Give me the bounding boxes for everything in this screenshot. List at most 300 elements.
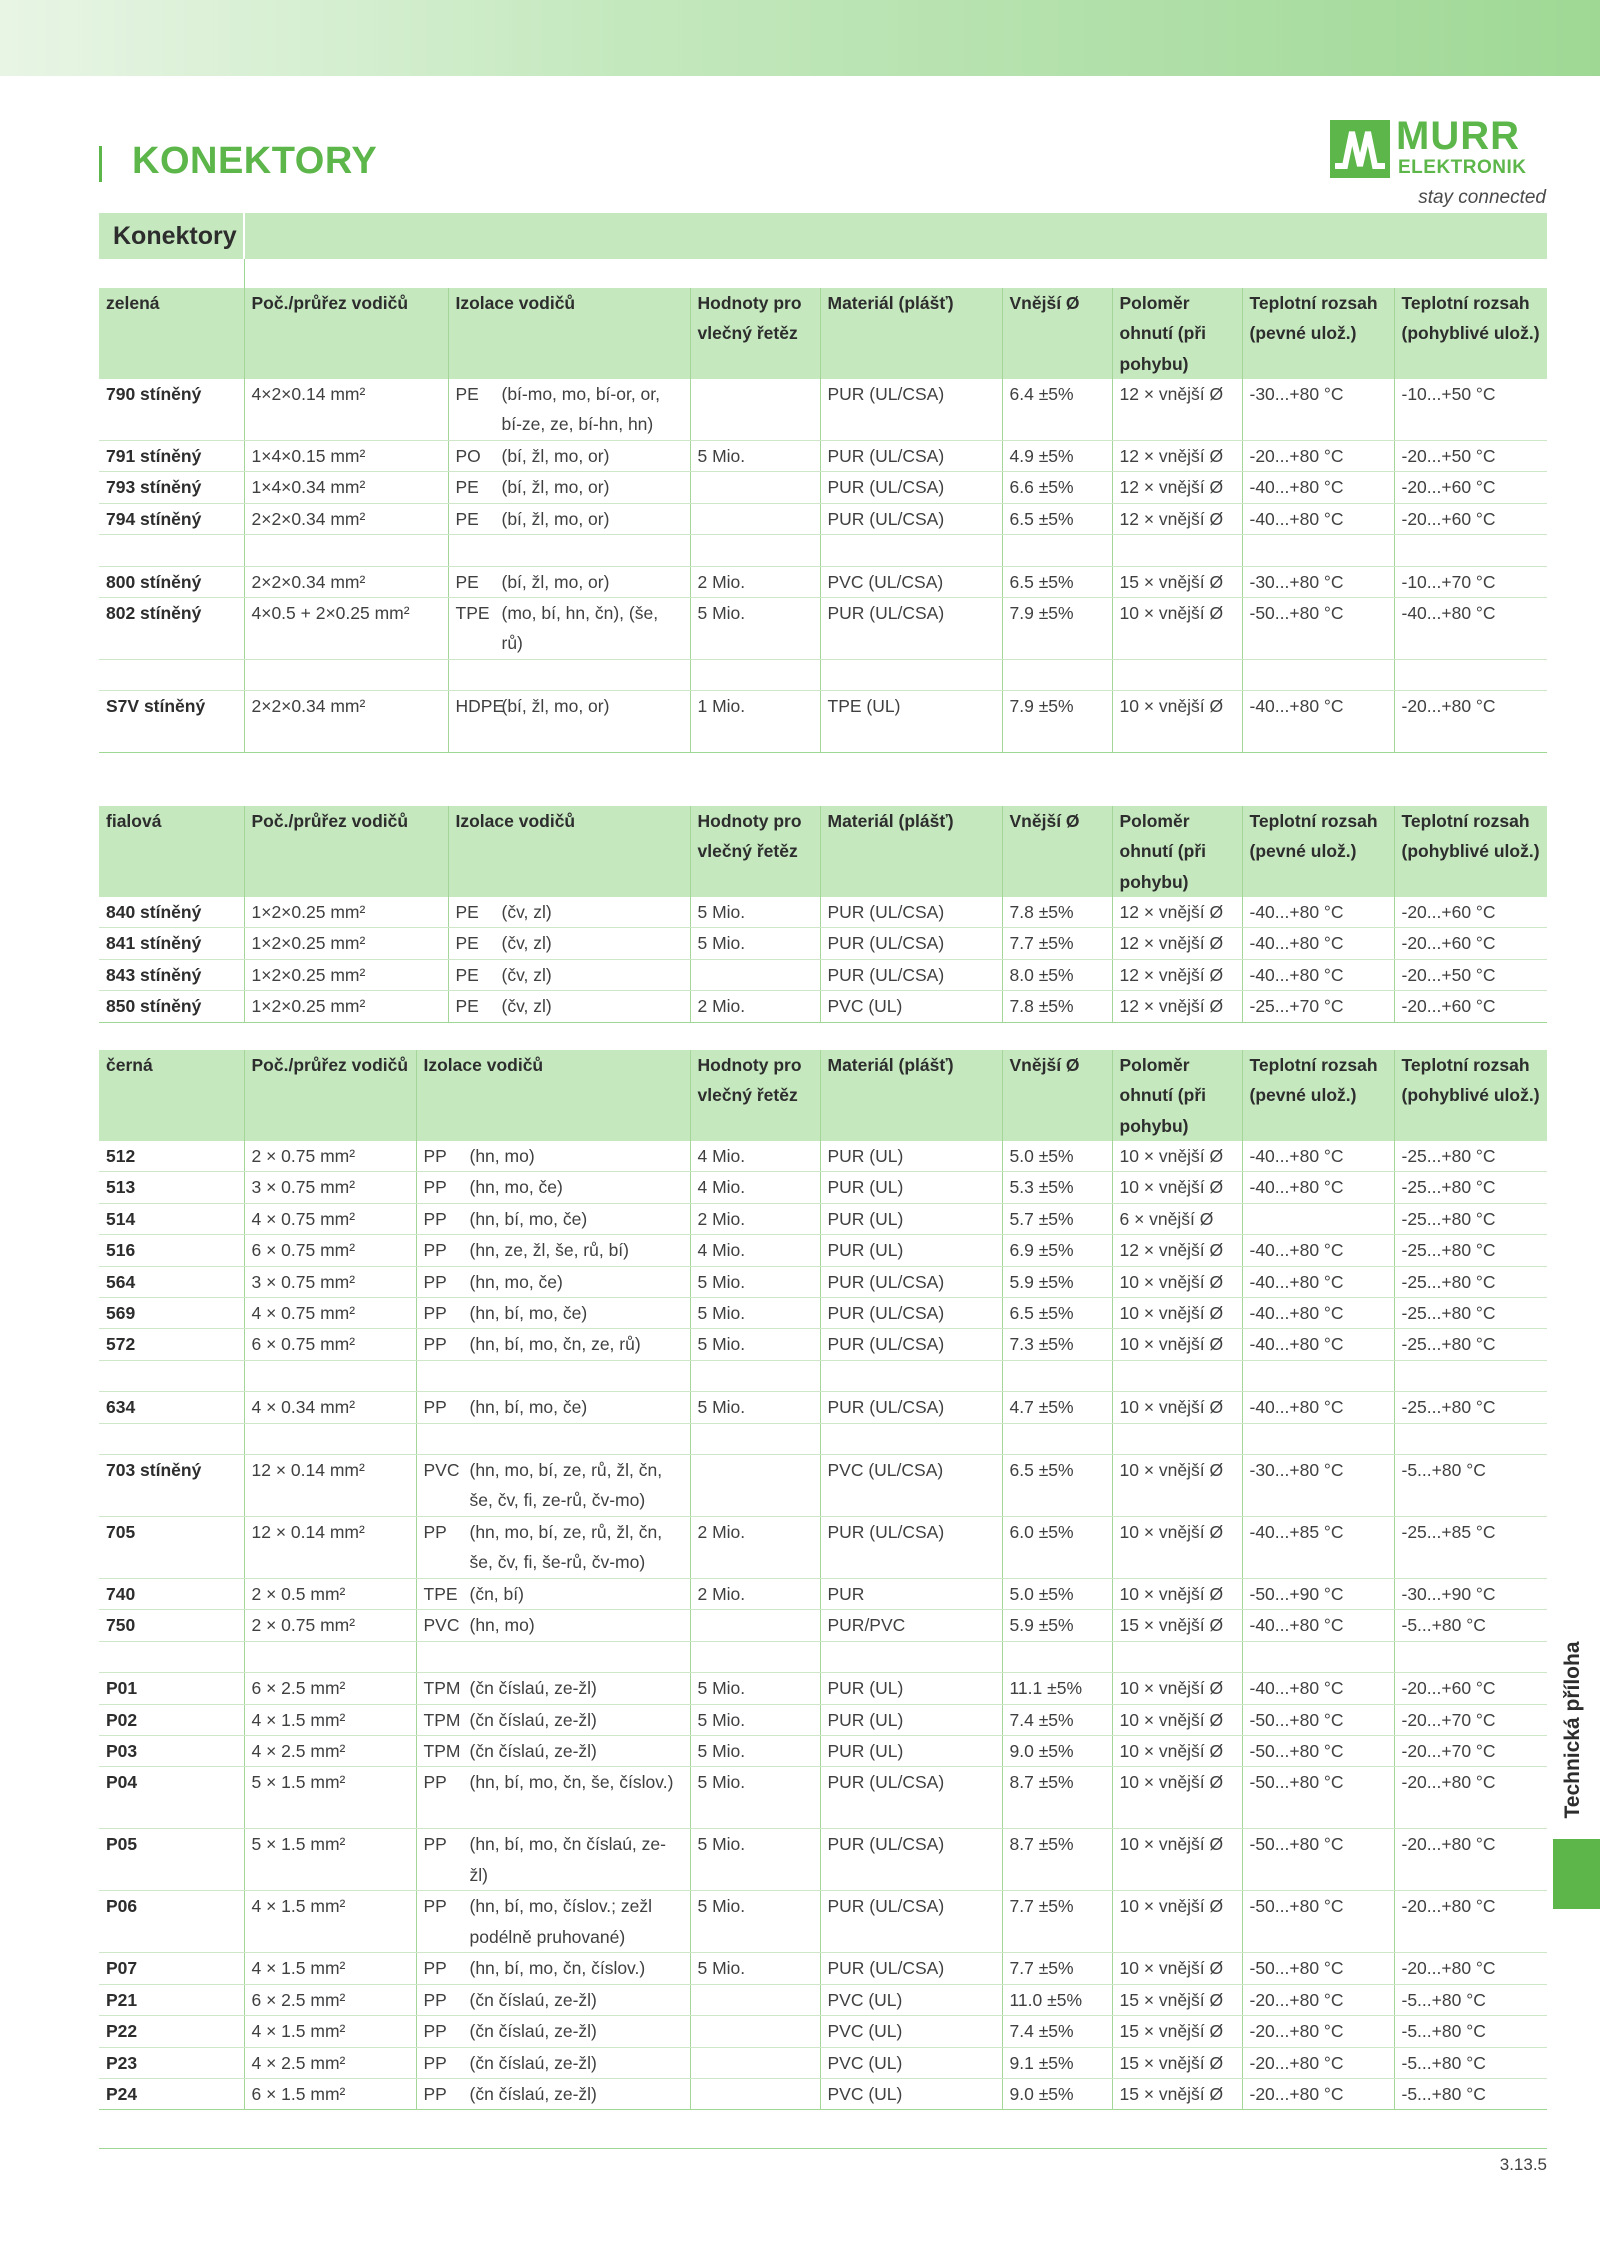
cell-jacket-material (820, 440, 1002, 471)
jacket-material-value: PVC (UL) (827, 2021, 903, 2042)
temp-range-fixed-value: -40...+80 °C (1249, 1240, 1344, 1261)
cell-jacket-material (820, 535, 1002, 566)
cell-outer-diameter (1002, 1578, 1112, 1609)
table-row (99, 1235, 1547, 1266)
conductor-spec-value: 2 × 0.5 mm² (251, 1583, 346, 1604)
product-code-value: P22 (106, 2021, 138, 2042)
cell-temp-range-fixed (1242, 1235, 1394, 1266)
product-code-value: 513 (106, 1177, 136, 1198)
cell-drag-chain-rating (690, 1423, 820, 1454)
cell-insulation (416, 1735, 690, 1766)
cell-drag-chain-rating (690, 1516, 820, 1578)
cell-bend-radius (1112, 1641, 1242, 1672)
cell-conductor-spec (244, 1235, 416, 1266)
conductor-spec-value: 4 × 1.5 mm² (251, 1958, 346, 1979)
insulation-material: PO (455, 445, 481, 466)
jacket-material-value: PVC (UL) (827, 1989, 903, 2010)
cell-drag-chain-rating (690, 503, 820, 534)
cell-temp-range-fixed (1242, 1423, 1394, 1454)
outer-diameter-value: 6.9 ±5% (1009, 1240, 1074, 1261)
product-code-value: 516 (106, 1240, 136, 1261)
product-code-value: 572 (106, 1334, 136, 1355)
cell-product-code (99, 959, 244, 990)
insulation-pair (424, 1673, 682, 1703)
cell-temp-range-flexible (1394, 1141, 1547, 1172)
outer-diameter-value: 7.8 ±5% (1009, 996, 1074, 1017)
conductor-spec-value: 1×2×0.25 mm² (251, 964, 366, 985)
temp-range-fixed-value: -40...+80 °C (1249, 1334, 1344, 1355)
jacket-material-value: PUR (UL) (827, 1740, 904, 1761)
temp-range-flexible-value: -25...+80 °C (1401, 1145, 1496, 1166)
cell-conductor-spec (244, 1516, 416, 1578)
outer-diameter-value: 7.4 ±5% (1009, 2021, 1074, 2042)
drag-chain-rating-value: 2 Mio. (697, 1208, 746, 1229)
cell-temp-range-fixed (1242, 1329, 1394, 1360)
jacket-material-value: PUR (UL) (827, 1208, 904, 1229)
cell-product-code (99, 1329, 244, 1360)
jacket-material-value: PUR (UL) (827, 1678, 904, 1699)
conductor-colors: (bí, žl, mo, or) (501, 477, 610, 498)
cell-bend-radius (1112, 897, 1242, 928)
table-row (99, 2047, 1547, 2078)
cell-temp-range-fixed (1242, 1984, 1394, 2015)
drag-chain-rating-value: 5 Mio. (697, 933, 746, 954)
outer-diameter-value: 5.0 ±5% (1009, 1583, 1074, 1604)
cell-jacket-material (820, 1578, 1002, 1609)
table-row (99, 1578, 1547, 1609)
product-code-value: 802 stíněný (106, 602, 202, 623)
conductor-spec-value: 4 × 2.5 mm² (251, 1740, 346, 1761)
conductor-spec-value: 3 × 0.75 mm² (251, 1177, 356, 1198)
outer-diameter-value: 4.7 ±5% (1009, 1397, 1074, 1418)
cell-product-code (99, 1266, 244, 1297)
cell-outer-diameter (1002, 2016, 1112, 2047)
table-row (99, 503, 1547, 534)
cell-outer-diameter (1002, 1266, 1112, 1297)
cell-product-code (99, 1578, 244, 1609)
cell-insulation (416, 1610, 690, 1641)
conductor-spec-value: 2×2×0.34 mm² (251, 508, 366, 529)
jacket-material-value: PUR (UL/CSA) (827, 1958, 945, 1979)
table-row (99, 1953, 1547, 1984)
title-accent-bar (99, 146, 102, 182)
spacer-row (99, 1360, 1547, 1391)
cell-temp-range-fixed (1242, 2047, 1394, 2078)
cell-temp-range-fixed (1242, 1360, 1394, 1391)
cell-outer-diameter (1002, 1767, 1112, 1829)
table-row (99, 897, 1547, 928)
cell-drag-chain-rating (690, 1172, 820, 1203)
conductor-spec-value: 4×2×0.14 mm² (251, 383, 366, 404)
outer-diameter-value: 11.1 ±5% (1009, 1678, 1083, 1699)
conductor-spec-value: 6 × 1.5 mm² (251, 2083, 346, 2104)
insulation-material: PP (423, 1271, 447, 1292)
insulation-pair (456, 379, 682, 440)
bend-radius-value: 10 × vnější Ø (1119, 1834, 1224, 1855)
insulation-pair (424, 1392, 682, 1422)
cell-temp-range-fixed (1242, 472, 1394, 503)
cell-drag-chain-rating (690, 472, 820, 503)
cell-outer-diameter (1002, 597, 1112, 659)
cell-jacket-material (820, 959, 1002, 990)
cell-jacket-material (820, 1360, 1002, 1391)
cell-bend-radius (1112, 1673, 1242, 1704)
temp-range-flexible-value: -10...+70 °C (1401, 571, 1496, 592)
jacket-material-value: PUR (UL/CSA) (827, 445, 945, 466)
cell-product-code (99, 1891, 244, 1953)
cell-insulation (416, 2016, 690, 2047)
jacket-material-value: PUR (UL/CSA) (827, 901, 945, 922)
cell-jacket-material (820, 897, 1002, 928)
cell-temp-range-flexible (1394, 897, 1547, 928)
conductor-spec-value: 4 × 0.34 mm² (251, 1397, 356, 1418)
cell-product-code (99, 1673, 244, 1704)
conductor-colors: (čv, zl) (501, 901, 552, 922)
cell-insulation (448, 440, 690, 471)
cell-insulation (416, 1423, 690, 1454)
cell-conductor-spec (244, 1297, 416, 1328)
insulation-material: PP (423, 1521, 447, 1542)
cell-temp-range-fixed (1242, 1297, 1394, 1328)
product-code-value: 634 (106, 1397, 136, 1418)
outer-diameter-value: 7.4 ±5% (1009, 1709, 1074, 1730)
conductor-spec-value: 4 × 0.75 mm² (251, 1208, 356, 1229)
cell-conductor-spec (244, 1578, 416, 1609)
cell-product-code (99, 2016, 244, 2047)
cell-conductor-spec (244, 1454, 416, 1516)
jacket-material-value: PUR (827, 1583, 865, 1604)
insulation-pair (424, 1517, 682, 1578)
column-header-product-code: zelená (99, 288, 244, 379)
conductor-spec-value: 6 × 2.5 mm² (251, 1678, 346, 1699)
temp-range-fixed-value: -40...+80 °C (1249, 1271, 1344, 1292)
jacket-material-value: PUR (UL/CSA) (827, 1834, 945, 1855)
product-code-value: 841 stíněný (106, 933, 202, 954)
cell-conductor-spec (244, 2078, 416, 2109)
bend-radius-value: 10 × vnější Ø (1119, 1334, 1224, 1355)
cell-outer-diameter (1002, 928, 1112, 959)
conductor-spec-value: 4 × 1.5 mm² (251, 2021, 346, 2042)
cell-product-code (99, 1454, 244, 1516)
jacket-material-value: PUR (UL/CSA) (827, 508, 945, 529)
cell-outer-diameter (1002, 1984, 1112, 2015)
drag-chain-rating-value: 5 Mio. (697, 1958, 746, 1979)
conductor-colors: (bí, žl, mo, or) (501, 571, 610, 592)
column-header-outer-diameter: Vnější Ø (1002, 288, 1112, 379)
cell-conductor-spec (244, 928, 448, 959)
cell-drag-chain-rating (690, 1392, 820, 1423)
cell-outer-diameter (1002, 1704, 1112, 1735)
bend-radius-value: 10 × vnější Ø (1119, 1459, 1224, 1480)
cell-bend-radius (1112, 597, 1242, 659)
column-header-product-code: černá (99, 1050, 244, 1141)
table-row (99, 1172, 1547, 1203)
bend-radius-value: 10 × vnější Ø (1119, 696, 1224, 717)
outer-diameter-value: 8.0 ±5% (1009, 964, 1074, 985)
cell-insulation (416, 1516, 690, 1578)
spacer-row (99, 1423, 1547, 1454)
insulation-pair (424, 2016, 682, 2046)
cell-product-code (99, 535, 244, 566)
cell-outer-diameter (1002, 1735, 1112, 1766)
conductor-colors: (čv, zl) (501, 933, 552, 954)
section-title: Konektory (113, 222, 237, 250)
insulation-material: PE (455, 933, 479, 954)
cell-drag-chain-rating (690, 1829, 820, 1891)
insulation-pair (456, 504, 682, 534)
cell-bend-radius (1112, 1203, 1242, 1234)
cell-outer-diameter (1002, 1516, 1112, 1578)
outer-diameter-value: 5.9 ±5% (1009, 1615, 1074, 1636)
cell-temp-range-flexible (1394, 1673, 1547, 1704)
column-header-drag-chain-rating: Hodnoty pro vlečný řetěz (690, 806, 820, 897)
table-row (99, 1891, 1547, 1953)
cell-jacket-material (820, 1735, 1002, 1766)
product-code-value: 569 (106, 1302, 136, 1323)
table-row (99, 1767, 1547, 1829)
insulation-pair (424, 1891, 682, 1952)
outer-diameter-value: 11.0 ±5% (1009, 1989, 1083, 2010)
temp-range-flexible-value: -20...+60 °C (1401, 477, 1496, 498)
insulation-pair (456, 567, 682, 597)
outer-diameter-value: 6.5 ±5% (1009, 508, 1074, 529)
conductor-spec-value: 5 × 1.5 mm² (251, 1772, 346, 1793)
temp-range-flexible-value: -25...+80 °C (1401, 1334, 1496, 1355)
insulation-material: PP (423, 1896, 447, 1917)
drag-chain-rating-value: 5 Mio. (697, 1709, 746, 1730)
cell-bend-radius (1112, 472, 1242, 503)
cell-temp-range-flexible (1394, 503, 1547, 534)
insulation-material: PP (423, 1240, 447, 1261)
temp-range-fixed-value: -40...+80 °C (1249, 508, 1344, 529)
cell-outer-diameter (1002, 1454, 1112, 1516)
cell-temp-range-flexible (1394, 1767, 1547, 1829)
insulation-pair (424, 1829, 682, 1890)
temp-range-fixed-value: -40...+80 °C (1249, 1302, 1344, 1323)
cell-temp-range-fixed (1242, 1641, 1394, 1672)
cell-insulation (416, 1329, 690, 1360)
bend-radius-value: 12 × vnější Ø (1119, 477, 1224, 498)
column-header-temp-range-fixed: Teplotní rozsah (pevné ulož.) (1242, 806, 1394, 897)
cell-drag-chain-rating (690, 1891, 820, 1953)
cell-temp-range-fixed (1242, 1735, 1394, 1766)
table-row (99, 1704, 1547, 1735)
conductor-colors: (hn, mo, če) (469, 1177, 563, 1198)
temp-range-fixed-value: -40...+80 °C (1249, 1397, 1344, 1418)
bend-radius-value: 10 × vnější Ø (1119, 1583, 1224, 1604)
cell-product-code (99, 659, 244, 690)
insulation-material: TPM (423, 1709, 461, 1730)
product-code-value: P06 (106, 1896, 138, 1917)
drag-chain-rating-value: 4 Mio. (697, 1177, 746, 1198)
conductor-colors: (bí-mo, mo, bí-or, or, bí-ze, ze, bí-hn, hn) (501, 383, 661, 435)
bend-radius-value: 10 × vnější Ø (1119, 1740, 1224, 1761)
insulation-material: PP (423, 1772, 447, 1793)
conductor-colors: (čn číslaú, ze-žl) (469, 2083, 597, 2104)
column-header-jacket-material: Materiál (plášť) (820, 288, 1002, 379)
conductor-colors: (čn číslaú, ze-žl) (469, 1709, 597, 1730)
cell-temp-range-fixed (1242, 1172, 1394, 1203)
outer-diameter-value: 7.7 ±5% (1009, 1958, 1074, 1979)
table-header-row (99, 1050, 1547, 1141)
insulation-material: PP (423, 1177, 447, 1198)
conductor-spec-value: 1×4×0.15 mm² (251, 445, 366, 466)
temp-range-fixed-value: -20...+80 °C (1249, 2083, 1344, 2104)
jacket-material-value: PUR (UL) (827, 1177, 904, 1198)
cell-jacket-material (820, 1984, 1002, 2015)
product-code-value: 705 (106, 1521, 136, 1542)
cell-temp-range-fixed (1242, 659, 1394, 690)
product-code-value: 790 stíněný (106, 383, 202, 404)
cell-drag-chain-rating (690, 2078, 820, 2109)
drag-chain-rating-value: 2 Mio. (697, 996, 746, 1017)
cell-bend-radius (1112, 1578, 1242, 1609)
cell-conductor-spec (244, 1329, 416, 1360)
cell-temp-range-flexible (1394, 379, 1547, 441)
insulation-material: PE (455, 901, 479, 922)
bend-radius-value: 10 × vnější Ø (1119, 1145, 1224, 1166)
insulation-material: PE (455, 571, 479, 592)
cell-outer-diameter (1002, 1953, 1112, 1984)
conductor-spec-value: 4 × 1.5 mm² (251, 1709, 346, 1730)
cell-product-code (99, 991, 244, 1022)
cell-bend-radius (1112, 1704, 1242, 1735)
insulation-material: PP (423, 1989, 447, 2010)
temp-range-flexible-value: -5...+80 °C (1401, 2021, 1486, 2042)
outer-diameter-value: 7.7 ±5% (1009, 1896, 1074, 1917)
conductor-colors: (bí, žl, mo, or) (501, 696, 610, 717)
jacket-material-value: PVC (UL/CSA) (827, 571, 944, 592)
logo-word-murr: MURR (1396, 114, 1520, 158)
table-row (99, 1610, 1547, 1641)
cell-outer-diameter (1002, 2078, 1112, 2109)
cell-drag-chain-rating (690, 2016, 820, 2047)
cell-drag-chain-rating (690, 897, 820, 928)
insulation-pair (424, 1204, 682, 1234)
temp-range-fixed-value: -40...+80 °C (1249, 477, 1344, 498)
insulation-material: HDPE (455, 696, 505, 717)
column-header-outer-diameter: Vnější Ø (1002, 1050, 1112, 1141)
cell-temp-range-flexible (1394, 1392, 1547, 1423)
cell-jacket-material (820, 472, 1002, 503)
cell-drag-chain-rating (690, 597, 820, 659)
product-code-value: 750 (106, 1615, 136, 1636)
murrelektronik-logo (1330, 114, 1550, 214)
insulation-material: PE (455, 996, 479, 1017)
insulation-pair (456, 472, 682, 502)
cell-insulation (416, 2078, 690, 2109)
product-code-value: P02 (106, 1709, 138, 1730)
cell-bend-radius (1112, 1141, 1242, 1172)
cell-drag-chain-rating (690, 1266, 820, 1297)
cell-conductor-spec (244, 1767, 416, 1829)
temp-range-fixed-value: -40...+80 °C (1249, 1145, 1344, 1166)
cell-temp-range-flexible (1394, 440, 1547, 471)
cell-conductor-spec (244, 1141, 416, 1172)
bend-radius-value: 12 × vnější Ø (1119, 383, 1224, 404)
cell-drag-chain-rating (690, 1984, 820, 2015)
cell-bend-radius (1112, 928, 1242, 959)
conductor-spec-value: 1×2×0.25 mm² (251, 933, 366, 954)
table-zelena (99, 288, 1547, 753)
cell-jacket-material (820, 1203, 1002, 1234)
outer-diameter-value: 9.1 ±5% (1009, 2052, 1074, 2073)
drag-chain-rating-value: 5 Mio. (697, 602, 746, 623)
cell-temp-range-flexible (1394, 928, 1547, 959)
conductor-spec-value: 1×2×0.25 mm² (251, 901, 366, 922)
jacket-material-value: PVC (UL) (827, 996, 903, 1017)
temp-range-fixed-value: -40...+80 °C (1249, 964, 1344, 985)
conductor-spec-value: 12 × 0.14 mm² (251, 1521, 365, 1542)
cell-temp-range-flexible (1394, 659, 1547, 690)
cell-insulation (448, 928, 690, 959)
bend-radius-value: 10 × vnější Ø (1119, 1958, 1224, 1979)
cell-insulation (448, 959, 690, 990)
cell-outer-diameter (1002, 1360, 1112, 1391)
table-header-row (99, 288, 1547, 379)
bend-radius-value: 10 × vnější Ø (1119, 1271, 1224, 1292)
bend-radius-value: 10 × vnější Ø (1119, 1302, 1224, 1323)
cell-insulation (448, 503, 690, 534)
product-code-value: P01 (106, 1678, 138, 1699)
temp-range-fixed-value: -20...+80 °C (1249, 2021, 1344, 2042)
temp-range-flexible-value: -5...+80 °C (1401, 1615, 1486, 1636)
cell-conductor-spec (244, 472, 448, 503)
table-row (99, 928, 1547, 959)
cell-bend-radius (1112, 1891, 1242, 1953)
cell-outer-diameter (1002, 440, 1112, 471)
cell-conductor-spec (244, 2047, 416, 2078)
cell-outer-diameter (1002, 1297, 1112, 1328)
cell-temp-range-flexible (1394, 1953, 1547, 1984)
insulation-pair (456, 441, 682, 471)
cell-bend-radius (1112, 2016, 1242, 2047)
cell-insulation (448, 535, 690, 566)
insulation-pair (424, 1329, 682, 1359)
conductor-colors: (hn, mo) (469, 1145, 535, 1166)
cell-conductor-spec (244, 566, 448, 597)
column-header-jacket-material: Materiál (plášť) (820, 1050, 1002, 1141)
cell-bend-radius (1112, 1423, 1242, 1454)
cell-jacket-material (820, 2016, 1002, 2047)
conductor-colors: (čn číslaú, ze-žl) (469, 1989, 597, 2010)
temp-range-flexible-value: -10...+50 °C (1401, 383, 1496, 404)
cell-temp-range-flexible (1394, 1984, 1547, 2015)
column-header-temp-range-flexible: Teplotní rozsah (pohyblivé ulož.) (1394, 1050, 1547, 1141)
cell-temp-range-flexible (1394, 1610, 1547, 1641)
murr-logo-icon (1330, 120, 1390, 178)
column-header-bend-radius: Poloměr ohnutí (při pohybu) (1112, 288, 1242, 379)
cell-drag-chain-rating (690, 1673, 820, 1704)
insulation-pair (456, 598, 682, 659)
cell-drag-chain-rating (690, 1203, 820, 1234)
table-row (99, 1454, 1547, 1516)
insulation-material: PP (423, 2021, 447, 2042)
product-code-value: 791 stíněný (106, 445, 202, 466)
cell-bend-radius (1112, 379, 1242, 441)
cell-insulation (416, 1235, 690, 1266)
outer-diameter-value: 7.8 ±5% (1009, 901, 1074, 922)
cell-insulation (448, 597, 690, 659)
cell-insulation (416, 1203, 690, 1234)
cell-outer-diameter (1002, 566, 1112, 597)
temp-range-flexible-value: -25...+80 °C (1401, 1271, 1496, 1292)
cell-conductor-spec (244, 959, 448, 990)
cell-temp-range-fixed (1242, 440, 1394, 471)
outer-diameter-value: 8.7 ±5% (1009, 1772, 1074, 1793)
drag-chain-rating-value: 4 Mio. (697, 1145, 746, 1166)
conductor-spec-value: 4 × 0.75 mm² (251, 1302, 356, 1323)
